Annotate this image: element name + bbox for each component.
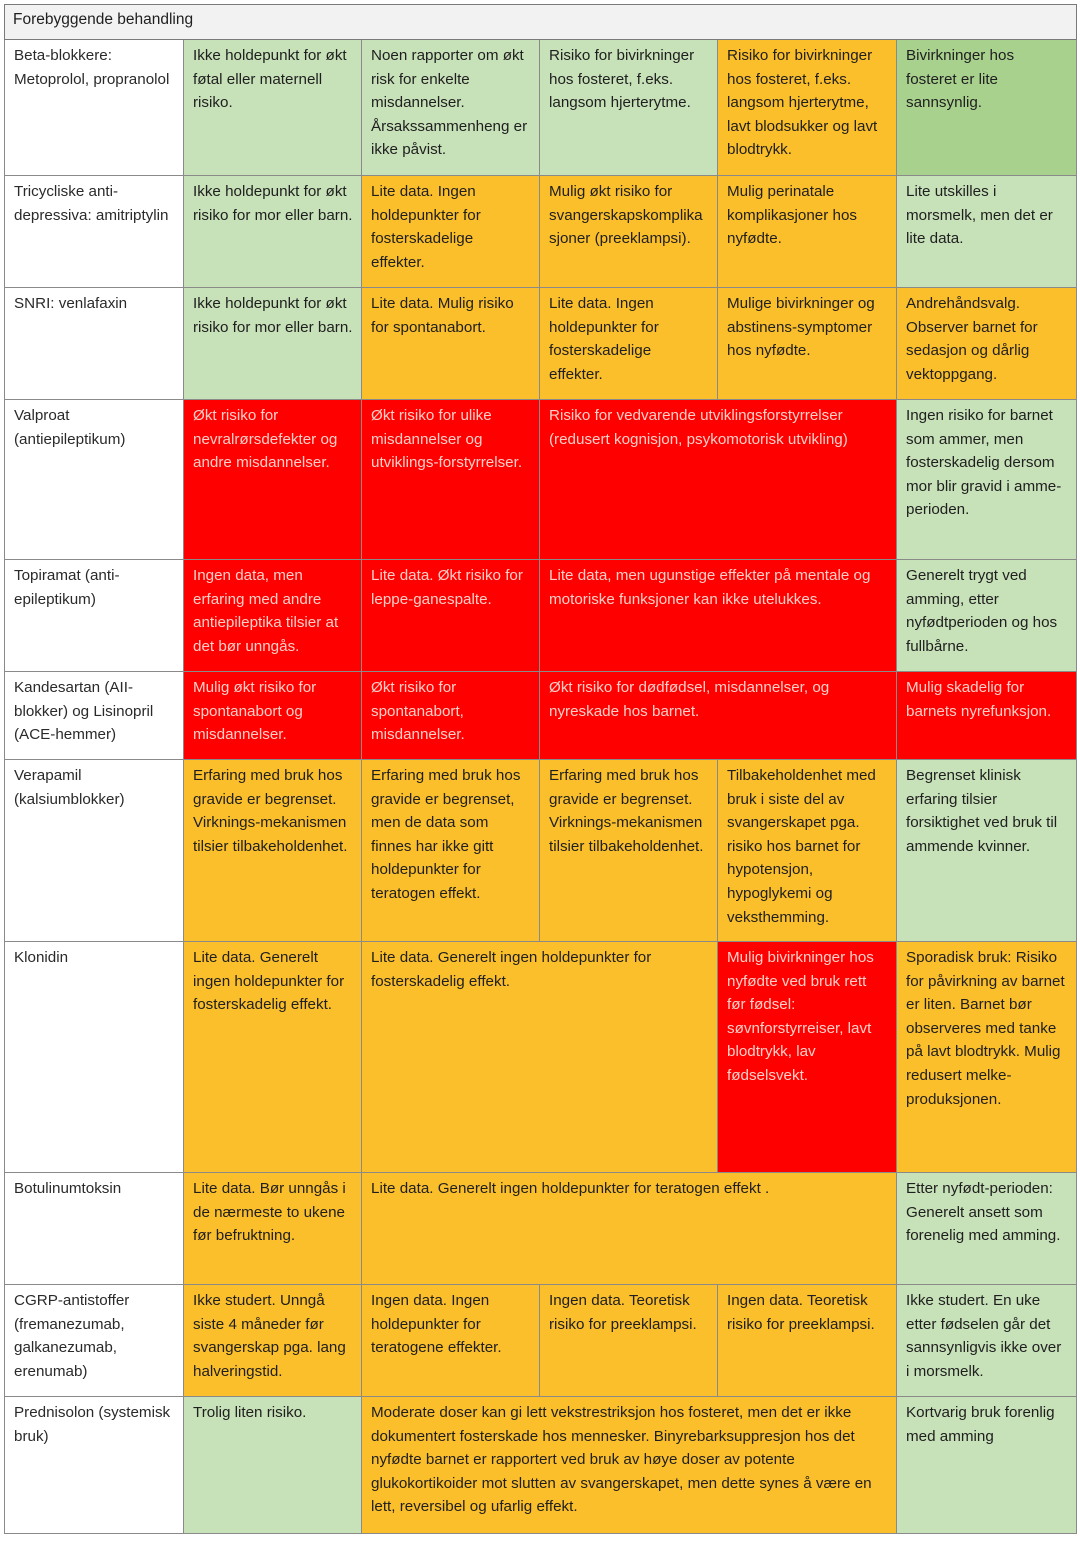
table-row [5,560,1077,672]
risk-cell-yellow: Sporadisk bruk: Risiko for påvirkning av barnet er liten. Barnet bør observeres med tanke på lavt blodtrykk. Mulig redusert melke-produksjonen. [897,942,1077,1173]
risk-cell-yellow: Lite data. Ingen holdepunkter for fosterskadelige effekter. [362,176,540,288]
risk-cell-red: Økt risiko for spontanabort, misdannelser. [362,672,540,760]
risk-cell-red: Risiko for vedvarende utviklingsforstyrrelser (redusert kognisjon, psykomotorisk utvikling) [540,400,897,560]
drug-name-cell: Verapamil (kalsiumblokker) [5,760,184,942]
risk-cell-red: Økt risiko for ulike misdannelser og utviklings-forstyrrelser. [362,400,540,560]
risk-cell-green: Kortvarig bruk forenlig med amming [897,1397,1077,1534]
risk-cell-green: Noen rapporter om økt risk for enkelte misdannelser. Årsakssammenheng er ikke påvist. [362,40,540,176]
drug-name-cell: Kandesartan (AII-blokker) og Lisinopril (ACE-hemmer) [5,672,184,760]
risk-cell-green: Trolig liten risiko. [184,1397,362,1534]
table-row [5,1285,1077,1397]
risk-cell-yellow: Lite data. Generelt ingen holdepunkter for fosterskadelig effekt. [184,942,362,1173]
risk-cell-yellow: Ingen data. Teoretisk risiko for preeklampsi. [718,1285,897,1397]
table-title: Forebyggende behandling [5,5,1077,40]
table-row [5,760,1077,942]
risk-cell-yellow: Erfaring med bruk hos gravide er begrenset, men de data som finnes har ikke gitt holdepunkter for teratogen effekt. [362,760,540,942]
risk-cell-red: Økt risiko for nevralrørsdefekter og andre misdannelser. [184,400,362,560]
risk-cell-yellow: Erfaring med bruk hos gravide er begrenset. Virknings-mekanismen tilsier tilbakeholdenhet. [184,760,362,942]
table-row [5,1397,1077,1534]
risk-cell-red: Lite data, men ugunstige effekter på mentale og motoriske funksjoner kan ikke utelukkes. [540,560,897,672]
drug-name-cell: Botulinumtoksin [5,1173,184,1285]
risk-cell-yellow: Ingen data. Ingen holdepunkter for teratogene effekter. [362,1285,540,1397]
risk-cell-yellow: Lite data. Generelt ingen holdepunkter for teratogen effekt . [362,1173,897,1285]
table-row [5,672,1077,760]
risk-cell-yellow: Mulig økt risiko for svangerskapskomplikasjoner (preeklampsi). [540,176,718,288]
drug-name-cell: Tricycliske anti-depressiva: amitriptylin [5,176,184,288]
risk-cell-red: Mulig bivirkninger hos nyfødte ved bruk rett før fødsel: søvnforstyrreiser, lavt blodtrykk, lav fødselsvekt. [718,942,897,1173]
risk-cell-red: Mulig skadelig for barnets nyrefunksjon. [897,672,1077,760]
risk-table [4,4,1077,1534]
risk-cell-green: Ingen risiko for barnet som ammer, men fosterskadelig dersom mor blir gravid i amme-perioden. [897,400,1077,560]
risk-cell-green: Ikke holdepunkt for økt risiko for mor eller barn. [184,176,362,288]
risk-cell-red: Ingen data, men erfaring med andre antiepileptika tilsier at det bør unngås. [184,560,362,672]
drug-name-cell: Prednisolon (systemisk bruk) [5,1397,184,1534]
drug-name-cell: Topiramat (anti-epileptikum) [5,560,184,672]
table-row [5,942,1077,1173]
risk-cell-green: Etter nyfødt-perioden: Generelt ansett som forenelig med amming. [897,1173,1077,1285]
risk-cell-yellow: Mulig perinatale komplikasjoner hos nyfødte. [718,176,897,288]
table-body [5,40,1077,1534]
risk-cell-yellow: Mulige bivirkninger og abstinens-symptomer hos nyfødte. [718,288,897,400]
risk-cell-green: Generelt trygt ved amming, etter nyfødtperioden og hos fullbårne. [897,560,1077,672]
table-row [5,400,1077,560]
risk-cell-yellow: Risiko for bivirkninger hos fosteret, f.eks. langsom hjerterytme, lavt blodsukker og lavt blodtrykk. [718,40,897,176]
risk-cell-green: Begrenset klinisk erfaring tilsier forsiktighet ved bruk til ammende kvinner. [897,760,1077,942]
table-row [5,1173,1077,1285]
risk-cell-yellow: Lite data. Mulig risiko for spontanabort. [362,288,540,400]
table-row [5,40,1077,176]
drug-name-cell: Beta-blokkere: Metoprolol, propranolol [5,40,184,176]
risk-cell-yellow: Lite data. Ingen holdepunkter for fosterskadelige effekter. [540,288,718,400]
risk-cell-red: Lite data. Økt risiko for leppe-ganespalte. [362,560,540,672]
drug-name-cell: Valproat (antiepileptikum) [5,400,184,560]
risk-cell-green: Risiko for bivirkninger hos fosteret, f.eks. langsom hjerterytme. [540,40,718,176]
table-row [5,176,1077,288]
risk-cell-dark_green: Bivirkninger hos fosteret er lite sannsynlig. [897,40,1077,176]
risk-cell-red: Økt risiko for dødfødsel, misdannelser, og nyreskade hos barnet. [540,672,897,760]
risk-cell-green: Ikke holdepunkt for økt føtal eller maternell risiko. [184,40,362,176]
risk-cell-green: Lite utskilles i morsmelk, men det er lite data. [897,176,1077,288]
drug-name-cell: Klonidin [5,942,184,1173]
risk-cell-yellow: Ikke studert. Unngå siste 4 måneder før svangerskap pga. lang halveringstid. [184,1285,362,1397]
table-row [5,288,1077,400]
risk-cell-green: Ikke holdepunkt for økt risiko for mor eller barn. [184,288,362,400]
risk-cell-yellow: Moderate doser kan gi lett vekstrestriksjon hos fosteret, men det er ikke dokumentert fosterskade hos mennesker. Binyrebarksuppresjon hos det nyfødte barnet er rapportert ved bruk av høye doser av potente glukokortikoider mot slutten av svangerskapet, men dette synes å være en lett, reversibel og ufarlig effekt. [362,1397,897,1534]
risk-cell-yellow: Lite data. Bør unngås i de nærmeste to ukene før befruktning. [184,1173,362,1285]
drug-name-cell: CGRP-antistoffer (fremanezumab, galkanezumab, erenumab) [5,1285,184,1397]
risk-cell-green: Ikke studert. En uke etter fødselen går det sannsynligvis ikke over i morsmelk. [897,1285,1077,1397]
risk-cell-yellow: Andrehåndsvalg. Observer barnet for sedasjon og dårlig vektoppgang. [897,288,1077,400]
drug-name-cell: SNRI: venlafaxin [5,288,184,400]
risk-cell-yellow: Lite data. Generelt ingen holdepunkter for fosterskadelig effekt. [362,942,718,1173]
risk-cell-yellow: Ingen data. Teoretisk risiko for preeklampsi. [540,1285,718,1397]
risk-cell-yellow: Tilbakeholdenhet med bruk i siste del av svangerskapet pga. risiko hos barnet for hypotensjon, hypoglykemi og veksthemming. [718,760,897,942]
risk-cell-yellow: Erfaring med bruk hos gravide er begrenset. Virknings-mekanismen tilsier tilbakeholdenhet. [540,760,718,942]
risk-cell-red: Mulig økt risiko for spontanabort og misdannelser. [184,672,362,760]
